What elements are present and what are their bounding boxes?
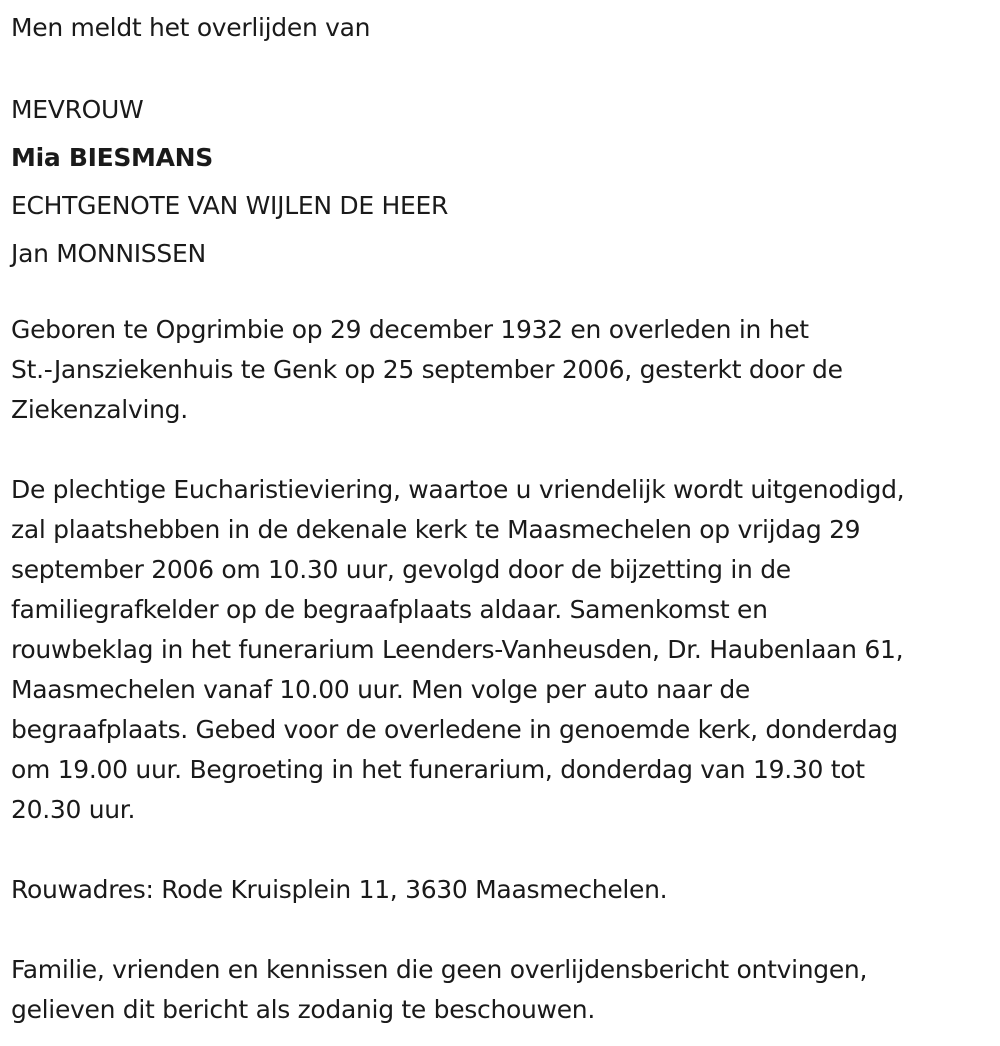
spouse-name: Jan MONNISSEN [11, 239, 206, 268]
paragraph-line: gelieven dit bericht als zodanig te beschouwen. [11, 995, 595, 1024]
paragraph-line: Maasmechelen vanaf 10.00 uur. Men volge per auto naar de [11, 675, 750, 704]
deceased-name: Mia BIESMANS [11, 143, 214, 172]
paragraph-line: Ziekenzalving. [11, 395, 188, 424]
paragraph-line: september 2006 om 10.30 uur, gevolgd door de bijzetting in de [11, 555, 791, 584]
salutation: MEVROUW [11, 95, 144, 124]
paragraph-line: Geboren te Opgrimbie op 29 december 1932 en overleden in het [11, 315, 809, 344]
paragraph-line: St.-Jansziekenhuis te Genk op 25 september 2006, gesterkt door de [11, 355, 843, 384]
paragraph-line: De plechtige Eucharistieviering, waartoe u vriendelijk wordt uitgenodigd, [11, 475, 905, 504]
birth-death-paragraph [11, 310, 843, 430]
relation-line: ECHTGENOTE VAN WIJLEN DE HEER [11, 191, 449, 220]
paragraph-line: familiegrafkelder op de begraafplaats aldaar. Samenkomst en [11, 595, 768, 624]
intro-text [11, 8, 370, 48]
paragraph-line: 20.30 uur. [11, 795, 136, 824]
family-paragraph [11, 950, 867, 1030]
paragraph-line: om 19.00 uur. Begroeting in het funerarium, donderdag van 19.30 tot [11, 755, 865, 784]
service-paragraph [11, 470, 904, 830]
paragraph-line: rouwbeklag in het funerarium Leenders-Vanheusden, Dr. Haubenlaan 61, [11, 635, 904, 664]
address-line: Rouwadres: Rode Kruisplein 11, 3630 Maasmechelen. [11, 875, 668, 904]
intro-line: Men meldt het overlijden van [11, 13, 371, 42]
paragraph-line: begraafplaats. Gebed voor de overledene in genoemde kerk, donderdag [11, 715, 898, 744]
mourning-address [11, 870, 667, 910]
paragraph-line: Familie, vrienden en kennissen die geen overlijdensbericht ontvingen, [11, 955, 868, 984]
deceased-title-block [11, 86, 448, 278]
paragraph-line: zal plaatshebben in de dekenale kerk te Maasmechelen op vrijdag 29 [11, 515, 861, 544]
